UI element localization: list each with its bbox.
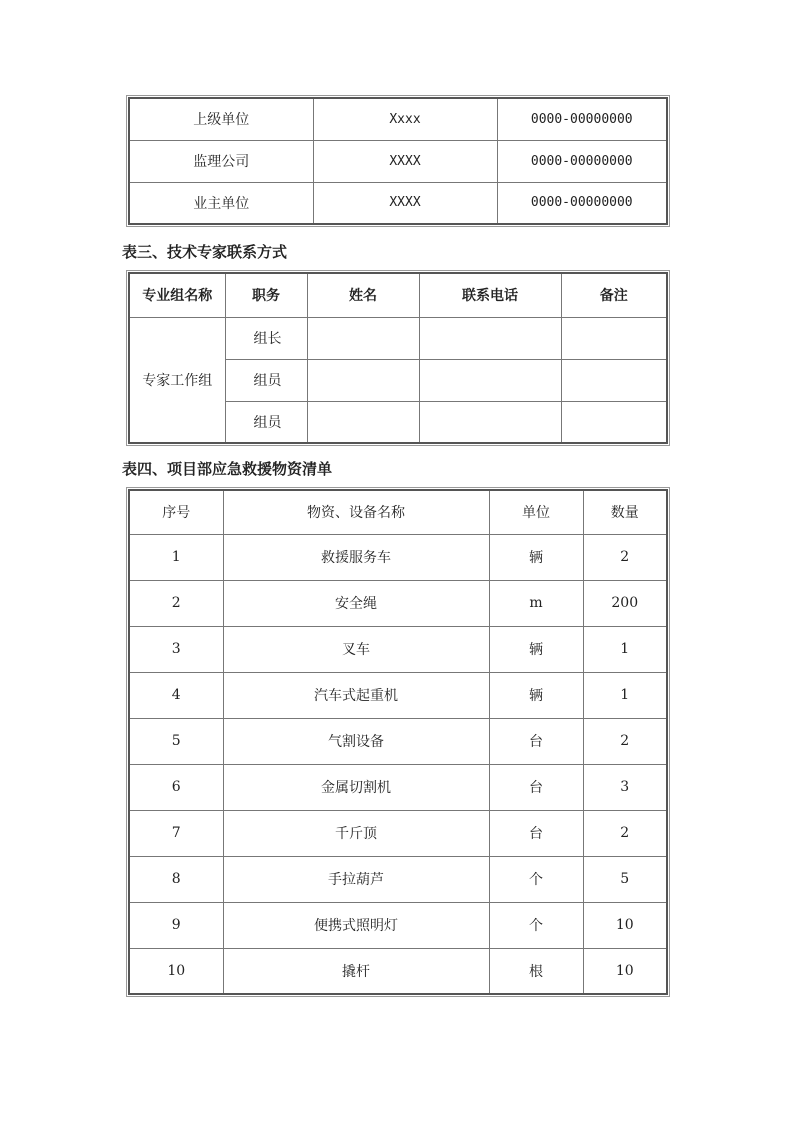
table-row (129, 902, 667, 948)
empty-cell (561, 401, 667, 443)
table-header-row (129, 273, 667, 317)
unit-cell: m (489, 580, 583, 626)
item-name-cell: 撬杆 (223, 948, 489, 994)
empty-cell (419, 401, 561, 443)
contact-cell: XXXX (313, 140, 497, 182)
table-row (129, 98, 667, 140)
quantity-cell: 5 (583, 856, 667, 902)
contact-cell: Xxxx (313, 98, 497, 140)
item-name-cell: 便携式照明灯 (223, 902, 489, 948)
phone-cell: 0000-00000000 (497, 140, 667, 182)
table-row (129, 140, 667, 182)
unit-cell: 台 (489, 764, 583, 810)
empty-cell (419, 317, 561, 359)
table-row (129, 182, 667, 224)
phone-cell: 0000-00000000 (497, 182, 667, 224)
table-row (129, 580, 667, 626)
no-cell: 3 (129, 626, 223, 672)
table-row (129, 718, 667, 764)
role-cell: 组员 (225, 401, 307, 443)
quantity-cell: 10 (583, 902, 667, 948)
table-header-row (129, 490, 667, 534)
expert-contacts-table (128, 272, 668, 444)
unit-cell: 辆 (489, 672, 583, 718)
role-cell: 组员 (225, 359, 307, 401)
header-group-name: 专业组名称 (129, 273, 225, 317)
expert-group-cell: 专家工作组 (129, 317, 225, 443)
no-cell: 1 (129, 534, 223, 580)
table-row (129, 810, 667, 856)
item-name-cell: 安全绳 (223, 580, 489, 626)
quantity-cell: 10 (583, 948, 667, 994)
table4-title: 表四、项目部应急救援物资清单 (122, 460, 333, 478)
empty-cell (307, 359, 419, 401)
header-phone: 联系电话 (419, 273, 561, 317)
quantity-cell: 200 (583, 580, 667, 626)
header-position: 职务 (225, 273, 307, 317)
header-unit: 单位 (489, 490, 583, 534)
unit-name-cell: 业主单位 (129, 182, 313, 224)
quantity-cell: 1 (583, 626, 667, 672)
no-cell: 7 (129, 810, 223, 856)
unit-cell: 个 (489, 902, 583, 948)
quantity-cell: 2 (583, 810, 667, 856)
table-row (129, 672, 667, 718)
quantity-cell: 3 (583, 764, 667, 810)
unit-cell: 辆 (489, 626, 583, 672)
item-name-cell: 救援服务车 (223, 534, 489, 580)
table-row (129, 317, 667, 359)
header-no: 序号 (129, 490, 223, 534)
no-cell: 6 (129, 764, 223, 810)
no-cell: 8 (129, 856, 223, 902)
header-name: 姓名 (307, 273, 419, 317)
item-name-cell: 叉车 (223, 626, 489, 672)
no-cell: 5 (129, 718, 223, 764)
table-row (129, 764, 667, 810)
quantity-cell: 2 (583, 718, 667, 764)
header-item-name: 物资、设备名称 (223, 490, 489, 534)
contact-units-table (128, 97, 668, 225)
empty-cell (561, 317, 667, 359)
item-name-cell: 手拉葫芦 (223, 856, 489, 902)
unit-name-cell: 上级单位 (129, 98, 313, 140)
table-row (129, 626, 667, 672)
empty-cell (307, 401, 419, 443)
empty-cell (307, 317, 419, 359)
unit-cell: 台 (489, 810, 583, 856)
no-cell: 2 (129, 580, 223, 626)
item-name-cell: 千斤顶 (223, 810, 489, 856)
header-remark: 备注 (561, 273, 667, 317)
contact-cell: XXXX (313, 182, 497, 224)
empty-cell (419, 359, 561, 401)
header-quantity: 数量 (583, 490, 667, 534)
no-cell: 10 (129, 948, 223, 994)
unit-cell: 根 (489, 948, 583, 994)
no-cell: 9 (129, 902, 223, 948)
unit-name-cell: 监理公司 (129, 140, 313, 182)
unit-cell: 辆 (489, 534, 583, 580)
unit-cell: 个 (489, 856, 583, 902)
table-row (129, 856, 667, 902)
role-cell: 组长 (225, 317, 307, 359)
item-name-cell: 气割设备 (223, 718, 489, 764)
no-cell: 4 (129, 672, 223, 718)
table-row (129, 948, 667, 994)
phone-cell: 0000-00000000 (497, 98, 667, 140)
unit-cell: 台 (489, 718, 583, 764)
item-name-cell: 金属切割机 (223, 764, 489, 810)
item-name-cell: 汽车式起重机 (223, 672, 489, 718)
table-row (129, 534, 667, 580)
empty-cell (561, 359, 667, 401)
quantity-cell: 1 (583, 672, 667, 718)
table3-title: 表三、技术专家联系方式 (122, 243, 288, 261)
rescue-materials-table (128, 489, 668, 995)
quantity-cell: 2 (583, 534, 667, 580)
